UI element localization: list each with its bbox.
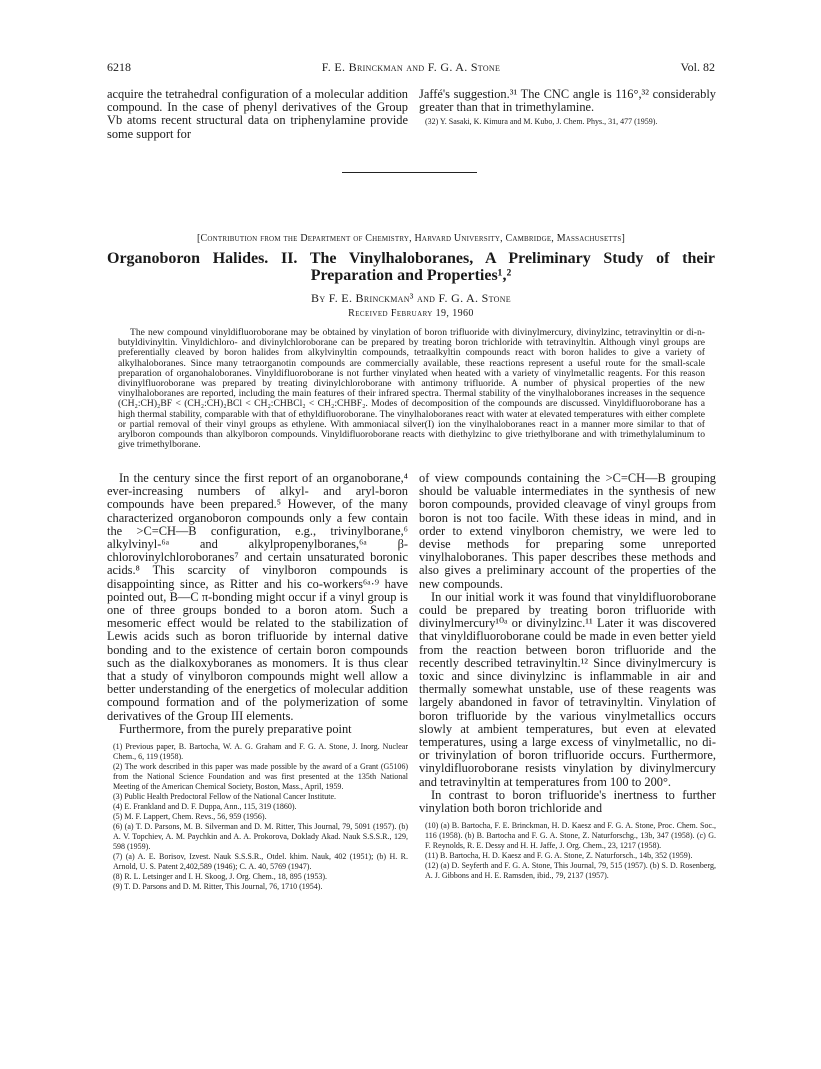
title-line-2: Preparation and Properties¹,² [310, 267, 512, 284]
footnote: (1) Previous paper, B. Bartocha, W. A. G. Graham and F. G. A. Stone, J. Inorg. Nuclear Chem., 6, 119 (1958). [113, 742, 408, 762]
paragraph: of view compounds containing the >C=CH—B grouping should be valuable intermediates in the synthesis of new boron compounds, provided cleavage of vinyl groups from boron is not too facile. With these ideas in mind, and in order to extend vinylboron chemistry, we were led to devise methods for preparing some unreported vinylhaloboranes. This paper describes these methods and also gives a preliminary account of the properties of the new compounds. [419, 471, 716, 591]
paragraph: Furthermore, from the purely preparative point [119, 721, 352, 736]
running-header [107, 60, 715, 76]
article-title [107, 250, 715, 284]
continued-text-left [107, 88, 408, 141]
footnote: (2) The work described in this paper was made possible by the award of a Grant (G5106) from the National Science Foundation and was first presented at the 135th National Meeting of the American Chemical Society, Boston, Mass., April, 1959. [113, 762, 408, 792]
authors: By F. E. Brinckman³ and F. G. A. Stone [311, 291, 511, 305]
footnote: (3) Public Health Predoctoral Fellow of the National Cancer Institute. [113, 792, 337, 802]
paragraph: In contrast to boron trifluoride's inertness to further vinylation both boron trichloride and [419, 787, 716, 816]
footnote: (6) (a) T. D. Parsons, M. B. Silverman and D. M. Ritter, This Journal, 79, 5091 (1957). (b) A. V. Topchiev, A. M. Paychkin and A. A. Prokorova, Doklady Akad. Nauk S.S.S.R., 129, 598 (1959). [113, 822, 408, 852]
footnote: (8) R. L. Letsinger and I. H. Skoog, J. Org. Chem., 18, 895 (1953). [113, 872, 328, 882]
footnote: (12) (a) D. Seyferth and F. G. A. Stone, This Journal, 79, 515 (1957). (b) S. D. Rosenberg, A. J. Gibbons and H. E. Ramsden, ibid., 79, 2137 (1957). [425, 861, 716, 881]
abstract-text: The new compound vinyldifluoroborane may be obtained by vinylation of boron trifluoride with divinylmercury, divinylzinc, tetravinyltin or di-n-butyldivinyltin. Vinyldichloro- and divinylchloroborane can be prepared by treating boron trichloride with tetravinyltin. Although vinyl groups are preferentially cleaved by boron halides from alkylvinyltin compounds, tetraalkyltin compounds react with boron halides to give a variety of alkylhaloboranes. Since many tetraorganotin compounds are commercially available, these reactions represent a useful route for the small-scale preparation of organohaloboranes. Vinyldifluoroborane is not further vinylated when heated with a variety of vinylmetallic reagents. For this reason divinylfluoroborane was prepared by treating divinylchloroborane with antimony trifluoride. A number of physical properties of the new vinylhaloboranes are reported, including the main features of their infrared spectra. Thermal stability of the vinylhaloboranes increases in the sequence (CH₂:CH)₂BF < (CH₂:CH)₂BCl < CH₂:CHBCl₂ < CH₂:CHBF₂. Modes of decomposition of the compounds are discussed. Vinyldifluoroborane has a high thermal stability, comparable with that of ethyldifluoroborane. The vinylhaloboranes react with water at elevated temperatures with either complete or partial removal of their vinyl groups as ethylene. With ammoniacal silver(I) ion the vinylhaloboranes react in a manner more similar to that of arylboron compounds than alkylboron compounds. Vinyldifluoroborane reacts with diethylzinc to give triethylborane and with trimethylaluminum to give trimethylborane. [118, 327, 705, 451]
paragraph: In the century since the first report of an organoborane,⁴ ever-increasing numbers of alkyl- and aryl-boron compounds have been prepared.⁵ However, of the many characterized organoboron compounds only a few contain the >C=CH—B configuration, e.g., trivinylborane,⁶ alkylvinyl-⁶ᵃ and alkylpropenylboranes,⁶ᵃ β-chlorovinylchloroboranes⁷ and certain unsaturated boronic acids.⁸ This scarcity of vinylboron compounds is disappointing since, as Ritter and his co-workers⁶ᵃ·⁹ have pointed out, B—C π-bonding might occur if a vinyl group is one of three groups bonded to a boron atom. Such a mesomeric effect would be related to the stabilization of Lewis acids such as boron trifluoride by internal dative bonding and to the existence of certain boron compounds such as the dialkoxyboranes as monomers. It is thus clear that a study of vinylboron compounds might well allow a better understanding of the energetics of molecular addition compound formation and of the polymerization of some derivatives of the Group III elements. [107, 471, 408, 723]
footnote: (32) Y. Sasaki, K. Kimura and M. Kubo, J. Chem. Phys., 31, 477 (1959). [425, 117, 658, 127]
paragraph: In our initial work it was found that vinyldifluoroborane could be prepared by treating boron trifluoride with divinylmercury¹⁰ᵃ or divinylzinc.¹¹ Later it was discovered that vinyldifluoroborane could be made in even better yield from the reaction between boron trifluoride and the recently described tetravinyltin.¹² Since divinylmercury is toxic and since divinylzinc is inflammable in air and thermally somewhat unstable, use of these reagents was largely abandoned in favor of tetravinyltin. Vinylation of boron trifluoride by the various vinylmetallics occurs slowly at ambient temperatures, but even at elevated temperatures, using a large excess of vinylmetallic, no di- or trivinylation of boron trifluoride occurs. Furthermore, vinyldifluoroborane resists vinylation by divinylmercury and tetravinyltin at temperatures from 100 to 200°. [419, 589, 716, 789]
contribution-line: [Contribution from the Department of Chemistry, Harvard University, Cambridge, Massachusetts] [196, 233, 626, 244]
abstract [118, 328, 705, 450]
title-line-1: Organoboron Halides. II. The Vinylhaloboranes, A Preliminary Study of their [107, 250, 715, 267]
footnotes-right [419, 821, 716, 881]
footnote: (4) E. Frankland and D. F. Duppa, Ann., 115, 319 (1860). [113, 802, 297, 812]
footnote: (10) (a) B. Bartocha, F. E. Brinckman, H. D. Kaesz and F. G. A. Stone, Proc. Chem. Soc., 116 (1958). (b) B. Bartocha and F. G. A. Stone, Z. Naturforschg., 13b, 347 (1958). (c) G. F. Reynolds, R. E. Dessy and H. H. Jaffe, J. Org. Chem., 23, 1217 (1958). [425, 821, 716, 851]
paragraph: Jaffé's suggestion.³¹ The CNC angle is 116°,³² considerably greater than that in trimethylamine. [419, 87, 716, 115]
paragraph: acquire the tetrahedral configuration of a molecular addition compound. In the case of phenyl derivatives of the Group Vb atoms recent structural data on triphenylamine provide some support for [107, 87, 408, 141]
footnote: (9) T. D. Parsons and D. M. Ritter, This Journal, 76, 1710 (1954). [113, 882, 323, 892]
continued-text-right [419, 88, 716, 127]
volume-label: Vol. 82 [680, 60, 715, 74]
footnote: (7) (a) A. E. Borisov, Izvest. Nauk S.S.S.R., Otdel. khim. Nauk, 402 (1951); (b) H. R. Arnold, U. S. Patent 2,402,589 (1946); C. A. 40, 5769 (1947). [113, 852, 408, 872]
footnote: (5) M. F. Lappert, Chem. Revs., 56, 959 (1956). [113, 812, 267, 822]
section-divider [342, 172, 477, 173]
right-column [419, 472, 716, 881]
running-title: F. E. Brinckman and F. G. A. Stone [321, 60, 501, 74]
footnotes-left [107, 742, 408, 892]
page-number: 6218 [107, 60, 131, 74]
footnote: (11) B. Bartocha, H. D. Kaesz and F. G. A. Stone, Z. Naturforsch., 14b, 352 (1959). [425, 851, 693, 861]
received-date: Received February 19, 1960 [348, 308, 474, 319]
left-column [107, 472, 408, 892]
